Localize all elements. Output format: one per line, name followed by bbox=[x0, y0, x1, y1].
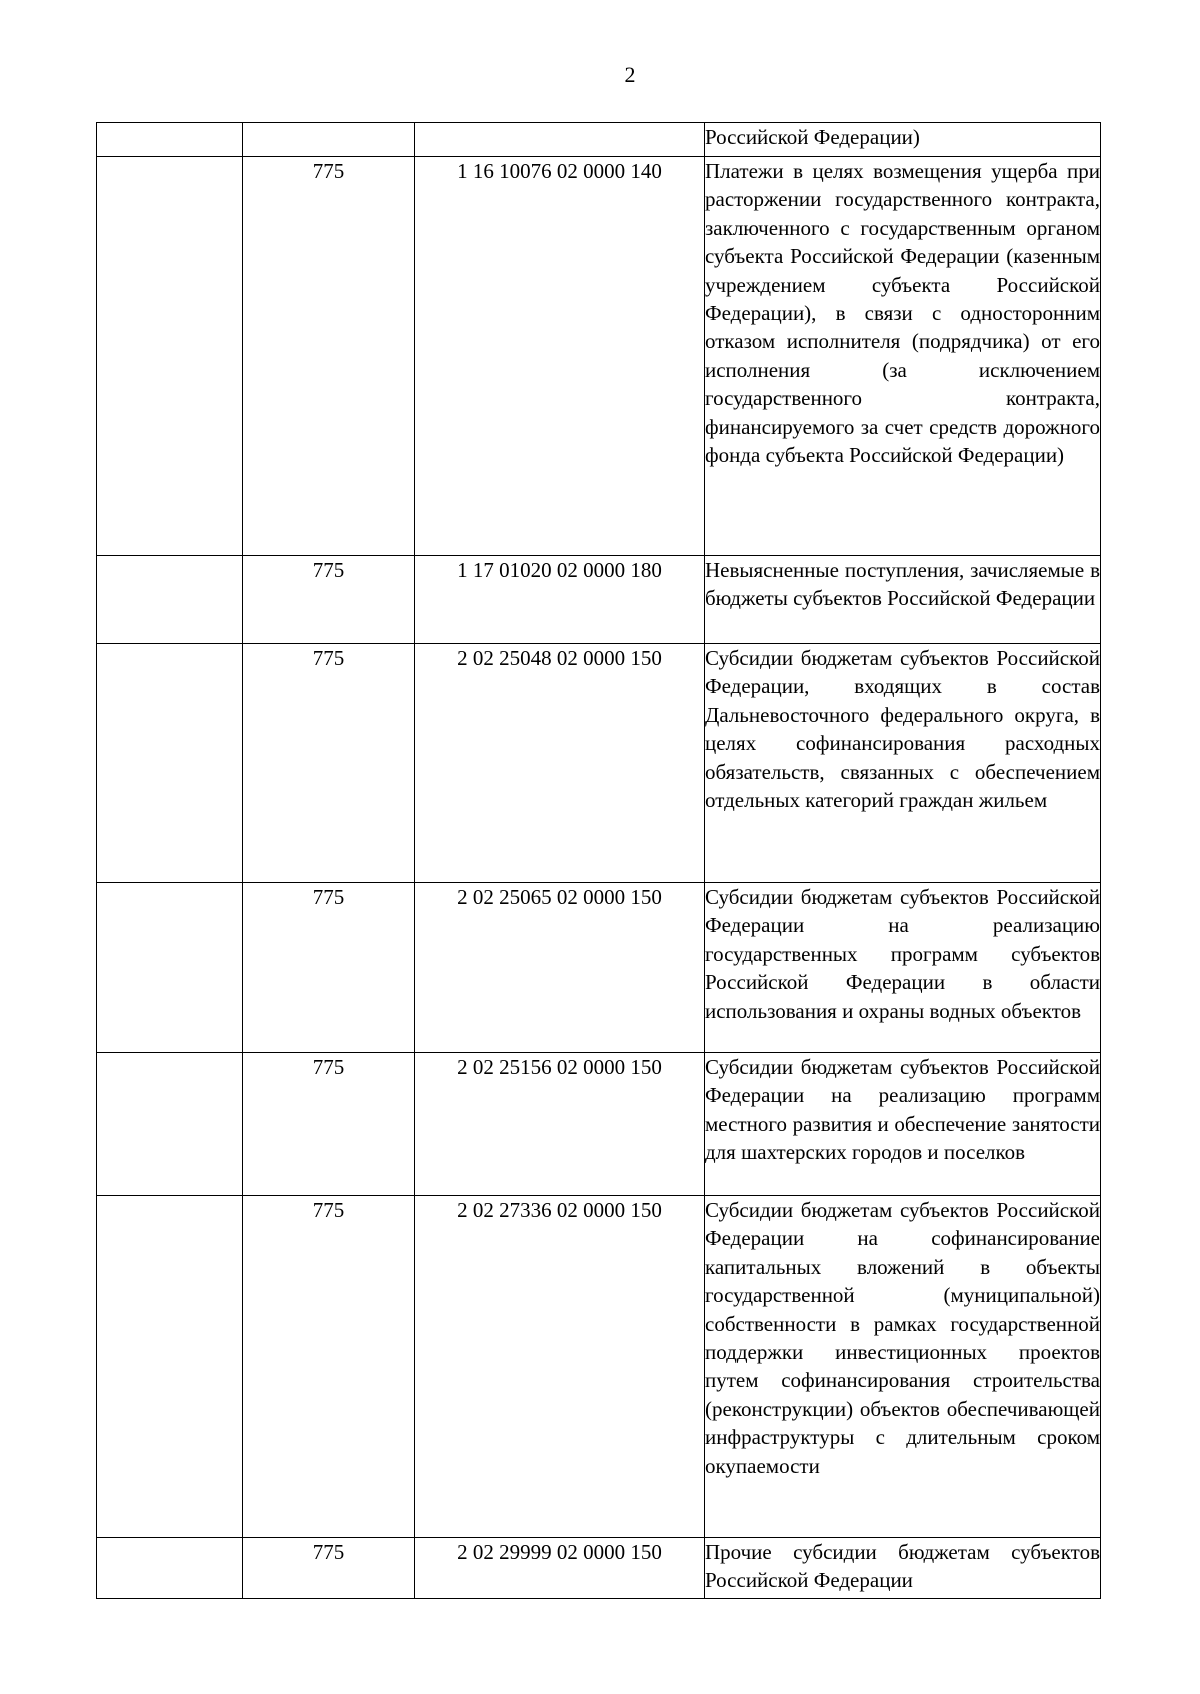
budget-code-cell bbox=[415, 123, 705, 157]
description-cell: Субсидии бюджетам субъектов Российской Федерации на реализацию программ местного развития и обеспечение занятости для шахтерских городов и поселков bbox=[705, 1053, 1101, 1196]
budget-code-cell: 1 16 10076 02 0000 140 bbox=[415, 157, 705, 556]
empty-cell bbox=[97, 644, 243, 883]
description-cell: Российской Федерации) bbox=[705, 123, 1101, 157]
page-number: 2 bbox=[624, 62, 636, 87]
admin-code-cell bbox=[243, 123, 415, 157]
description-cell: Прочие субсидии бюджетам субъектов Российской Федерации bbox=[705, 1538, 1101, 1599]
empty-cell bbox=[97, 157, 243, 556]
description-cell: Субсидии бюджетам субъектов Российской Федерации на реализацию государственных программ субъектов Российской Федерации в области использования и охраны водных объектов bbox=[705, 883, 1101, 1053]
budget-code-cell: 1 17 01020 02 0000 180 bbox=[415, 556, 705, 644]
table-row bbox=[97, 1053, 1101, 1196]
budget-code-cell: 2 02 27336 02 0000 150 bbox=[415, 1196, 705, 1538]
budget-code-cell: 2 02 29999 02 0000 150 bbox=[415, 1538, 705, 1599]
admin-code-cell: 775 bbox=[243, 556, 415, 644]
empty-cell bbox=[97, 1053, 243, 1196]
table-row bbox=[97, 123, 1101, 157]
description-cell: Платежи в целях возмещения ущерба при расторжении государственного контракта, заключенного с государственным органом субъекта Российской Федерации (казенным учреждением субъекта Российской Федерации), в связи с односторонним отказом исполнителя (подрядчика) от его исполнения (за исключением государственного контракта, финансируемого за счет средств дорожного фонда субъекта Российской Федерации) bbox=[705, 157, 1101, 556]
admin-code-cell: 775 bbox=[243, 157, 415, 556]
description-cell: Невыясненные поступления, зачисляемые в бюджеты субъектов Российской Федерации bbox=[705, 556, 1101, 644]
table-row bbox=[97, 157, 1101, 556]
admin-code-cell: 775 bbox=[243, 1053, 415, 1196]
table-row bbox=[97, 556, 1101, 644]
table-row bbox=[97, 1196, 1101, 1538]
description-cell: Субсидии бюджетам субъектов Российской Федерации, входящих в состав Дальневосточного федерального округа, в целях софинансирования расходных обязательств, связанных с обеспечением отдельных категорий граждан жильем bbox=[705, 644, 1101, 883]
table-row bbox=[97, 644, 1101, 883]
admin-code-cell: 775 bbox=[243, 883, 415, 1053]
empty-cell bbox=[97, 1538, 243, 1599]
admin-code-cell: 775 bbox=[243, 1196, 415, 1538]
budget-code-cell: 2 02 25156 02 0000 150 bbox=[415, 1053, 705, 1196]
budget-classification-table bbox=[96, 122, 1101, 1599]
empty-cell bbox=[97, 123, 243, 157]
budget-code-cell: 2 02 25048 02 0000 150 bbox=[415, 644, 705, 883]
table-row bbox=[97, 883, 1101, 1053]
budget-code-cell: 2 02 25065 02 0000 150 bbox=[415, 883, 705, 1053]
empty-cell bbox=[97, 883, 243, 1053]
description-cell: Субсидии бюджетам субъектов Российской Федерации на софинансирование капитальных вложений в объекты государственной (муниципальной) собственности в рамках государственной поддержки инвестиционных проектов путем софинансирования строительства (реконструкции) объектов обеспечивающей инфраструктуры с длительным сроком окупаемости bbox=[705, 1196, 1101, 1538]
table-row bbox=[97, 1538, 1101, 1599]
empty-cell bbox=[97, 556, 243, 644]
admin-code-cell: 775 bbox=[243, 644, 415, 883]
admin-code-cell: 775 bbox=[243, 1538, 415, 1599]
empty-cell bbox=[97, 1196, 243, 1538]
